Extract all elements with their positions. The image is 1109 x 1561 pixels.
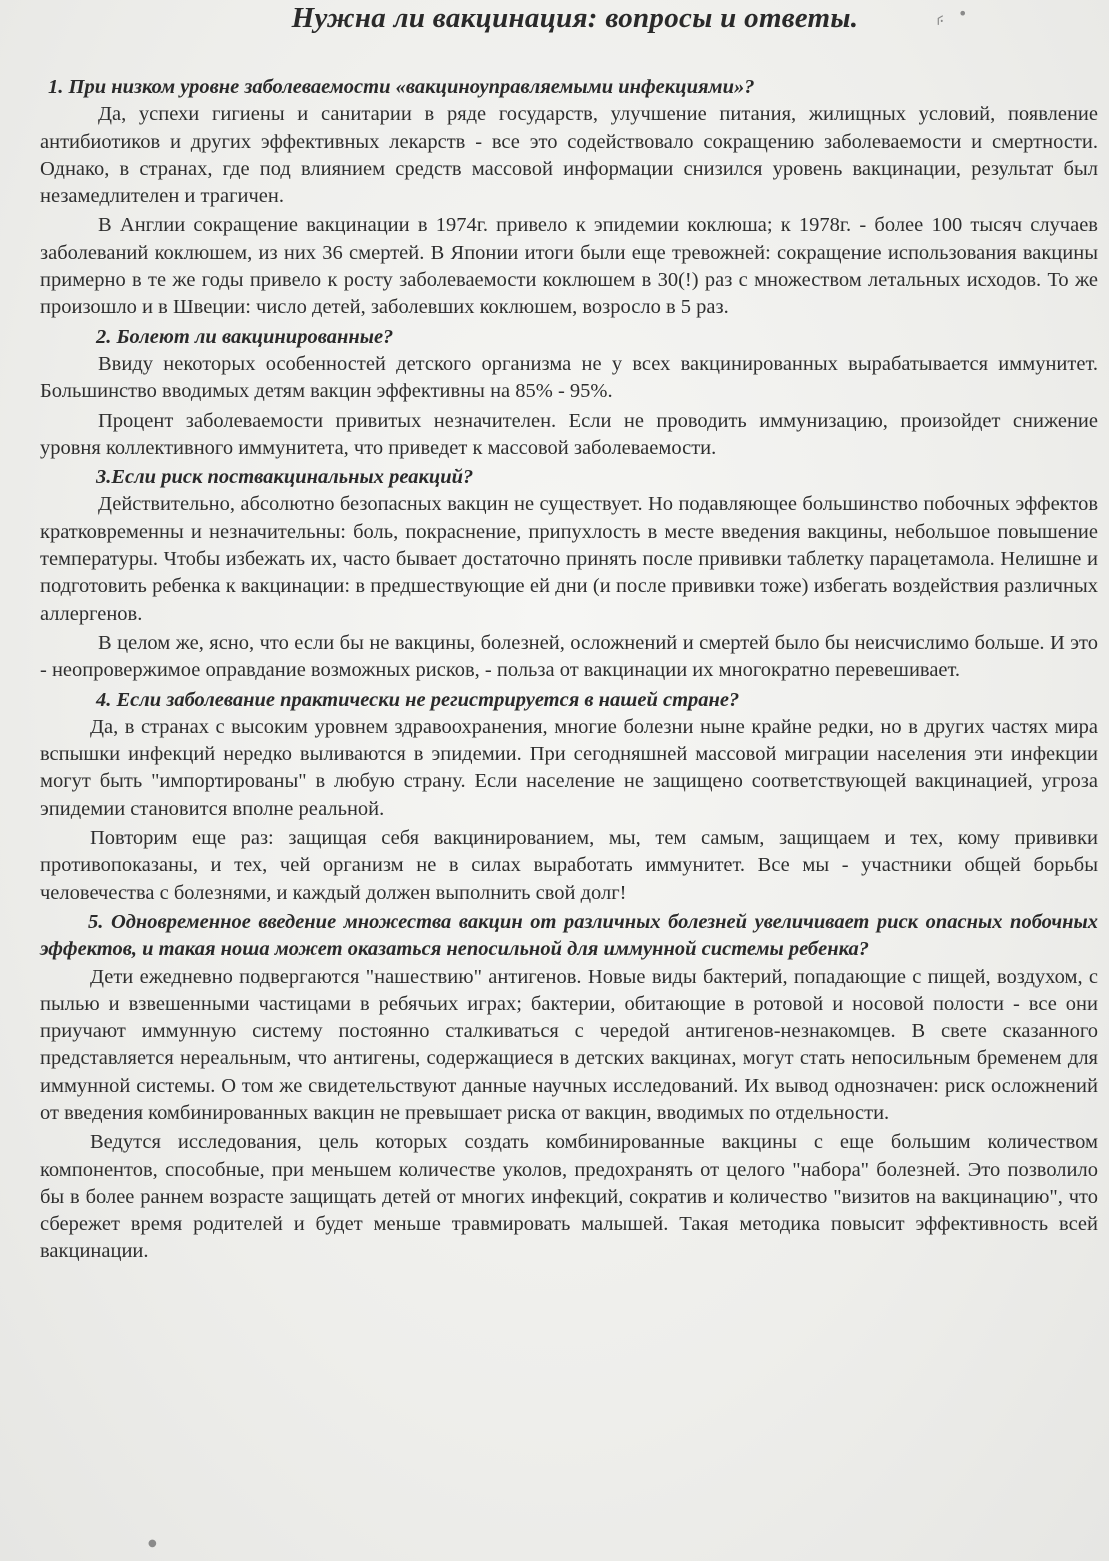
paragraph: Дети ежедневно подвергаются "нашествию" антигенов. Новые виды бактерий, попадающие с пищей, воздухом, с пылью и взвешенными частицами в ребячьих играх; бактерии, обитающие в ротовой и носовой полости - все они приучают иммунную систему постоянно сталкиваться с чередой антигенов-незнакомцев. В свете сказанного представляется нереальным, что антигены, содержащиеся в детских вакцинах, могут стать непосильным бременем для иммунной системы. О том же свидетельствуют данные научных исследований. Их вывод однозначен: риск осложнений от введения комбинированных вакцин не превышает риска от вакцин, вводимых по отдельности. — [40, 965, 1098, 1124]
section-3 — [40, 464, 1098, 684]
paragraph: Да, в странах с высоким уровнем здравоохранения, многие болезни ныне крайне редки, но в других частях мира вспышки инфекций нередко выливаются в эпидемии. При сегодняшней массовой миграции населения эти инфекции могут быть "импортированы" в любую страну. Если население не защищено соответствующей вакцинацией, угроза эпидемии становится вполне реальной. — [40, 715, 1098, 820]
section-2 — [40, 324, 1098, 462]
section-5 — [40, 909, 1098, 1266]
question-heading: 4. Если заболевание практически не регистрируется в нашей стране? — [96, 688, 740, 711]
question-heading: 5. Одновременное введение множества вакцин от различных болезней увеличивает риск опасных побочных эффектов, и такая ноша может оказаться непосильной для иммунной системы ребенка? — [40, 910, 1098, 961]
scan-speck-icon: ● — [148, 1538, 157, 1549]
scan-speck-icon: ⸄ — [935, 12, 947, 37]
paragraph: Да, успехи гигиены и санитарии в ряде государств, улучшение питания, жилищных условий, появление антибиотиков и других эффективных лекарств - все это содействовало сокращению заболеваемости и смертности. Однако, в странах, где под влиянием средств массовой информации снизился уровень вакцинации, результат был незамедлителен и трагичен. — [40, 103, 1098, 208]
scan-speck-icon: • — [958, 4, 968, 23]
question-heading: 3.Если риск поствакцинальных реакций? — [96, 466, 474, 489]
paragraph: Повторим еще раз: защищая себя вакцинированием, мы, тем самым, защищаем и тех, кому прививки противопоказаны, и тех, чей организм не в силах выработать иммунитет. Все мы - участники общей борьбы человечества с болезнями, и каждый должен выполнить свой долг! — [40, 827, 1098, 904]
page-title: Нужна ли вакцинация: вопросы и ответы. — [291, 2, 859, 34]
paragraph: В целом же, ясно, что если бы не вакцины, болезней, осложнений и смертей было бы неисчислимо больше. И это - неопровержимое оправдание возможных рисков, - польза от вакцинации их многократно перевешивает. — [40, 631, 1098, 682]
paragraph: Ввиду некоторых особенностей детского организма не у всех вакцинированных вырабатывается иммунитет. Большинство вводимых детям вакцин эффективны на 85% - 95%. — [40, 352, 1098, 403]
question-heading: 1. При низком уровне заболеваемости «вакциноуправляемыми инфекциями»? — [48, 76, 755, 98]
question-heading: 2. Болеют ли вакцинированные? — [96, 325, 394, 348]
article-body — [40, 74, 1098, 1268]
paragraph: Ведутся исследования, цель которых создать комбинированные вакцины с еще большим количеством компонентов, способные, при меньшем количестве уколов, предохранять от целого "набора" болезней. Это позволило бы в более раннем возрасте защищать детей от многих инфекций, сократив и количество "визитов на вакцинацию", что сбережет время родителей и будет меньше травмировать малышей. Такая методика повысит эффективность всей вакцинации. — [40, 1131, 1098, 1263]
paragraph: Действительно, абсолютно безопасных вакцин не существует. Но подавляющее большинство побочных эффектов кратковременны и незначительны: боль, покраснение, припухлость в месте введения вакцины, небольшое повышение температуры. Чтобы избежать их, часто бывает достаточно принять после прививки таблетку парацетамола. Нелишне и подготовить ребенка к вакцинации: в предшествующие ей дни (и после прививки тоже) избегать воздействия различных аллергенов. — [40, 493, 1098, 625]
paragraph: Процент заболеваемости привитых незначителен. Если не проводить иммунизацию, произойдет снижение уровня коллективного иммунитета, что приведет к массовой заболеваемости. — [40, 409, 1098, 459]
paragraph: В Англии сокращение вакцинации в 1974г. привело к эпидемии коклюша; к 1978г. - более 100 тысяч случаев заболеваний коклюшем, из них 36 смертей. В Японии итоги были еще тревожней: сокращение использования вакцины примерно в те же годы привело к росту заболеваемости коклюшем в 30(!) раз с множеством летальных исходов. То же произошло и в Швеции: число детей, заболевших коклюшем, возросло в 5 раз. — [40, 214, 1098, 319]
section-4 — [40, 687, 1098, 907]
section-1 — [40, 74, 1098, 322]
